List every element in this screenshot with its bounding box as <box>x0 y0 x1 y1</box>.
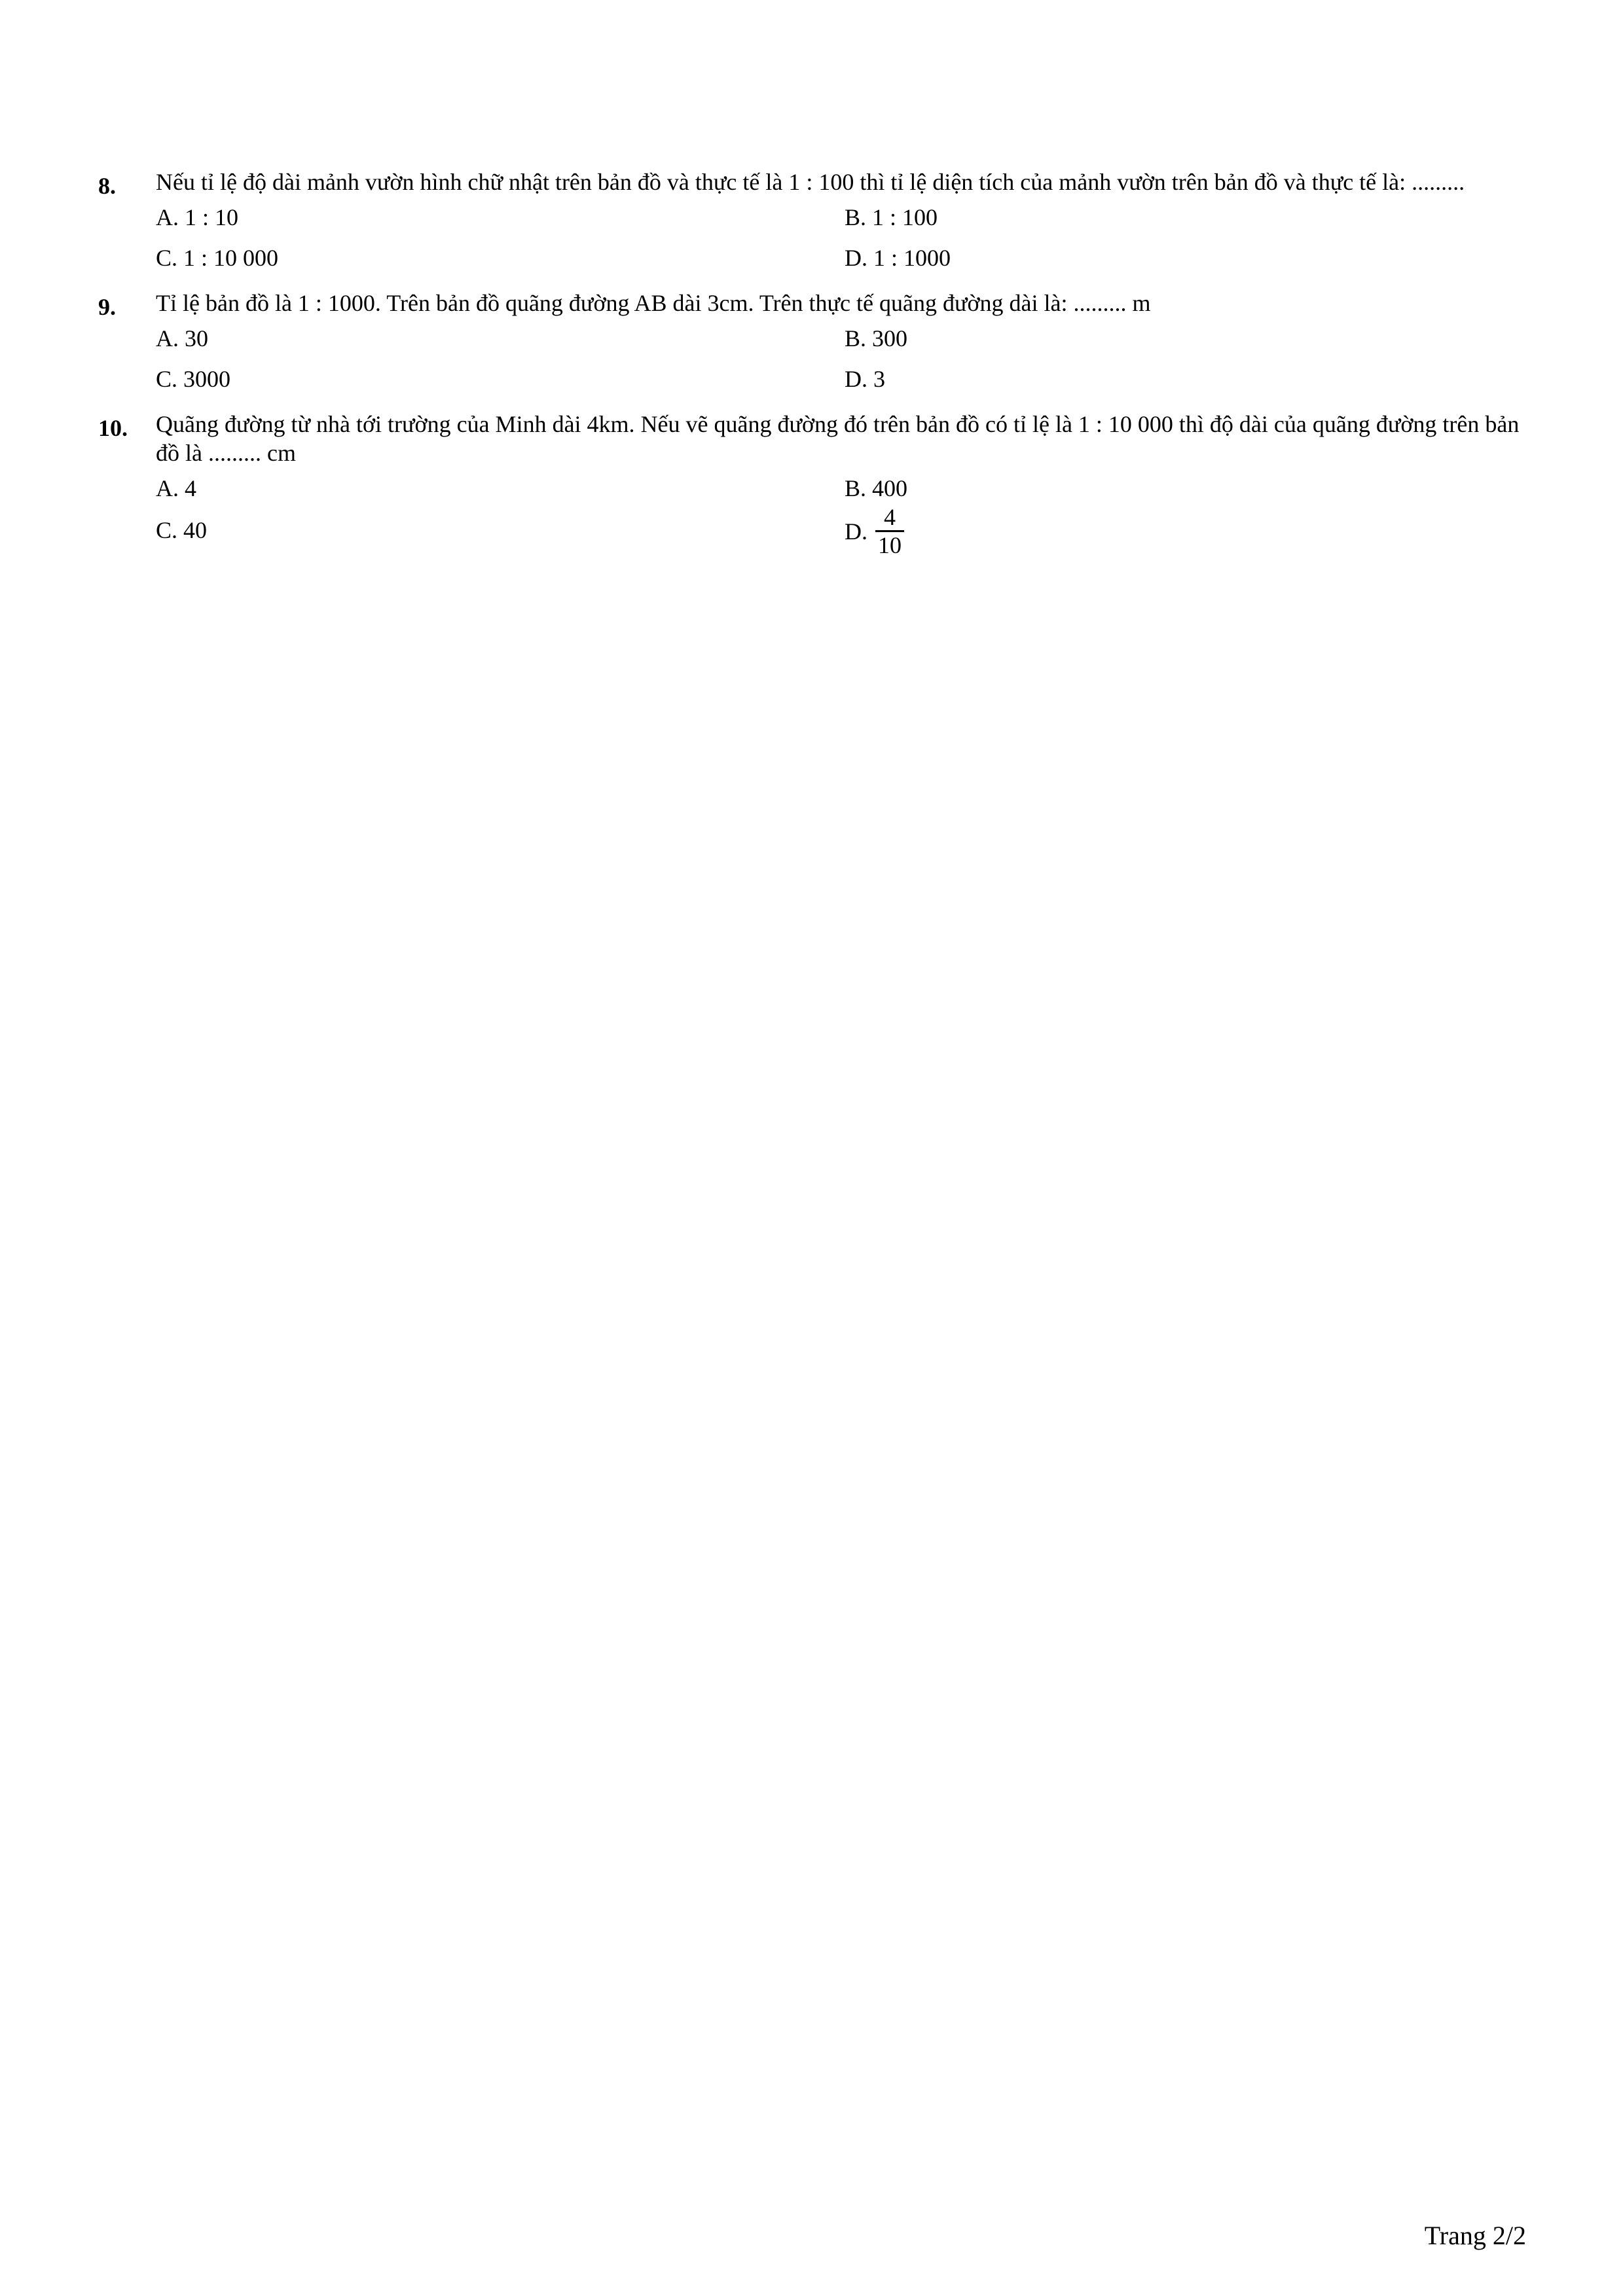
fraction <box>875 504 904 558</box>
question-number: 10. <box>98 415 128 441</box>
option-b[interactable]: B. 400 <box>845 475 908 501</box>
fraction-numerator: 4 <box>884 504 896 530</box>
question-number: 8. <box>98 173 116 199</box>
option-d[interactable]: D. 1 : 1000 <box>845 245 951 271</box>
fraction-denominator: 10 <box>875 530 904 558</box>
option-c[interactable]: C. 1 : 10 000 <box>156 245 279 271</box>
option-c[interactable]: C. 3000 <box>156 366 231 392</box>
question-text: Tỉ lệ bản đồ là 1 : 1000. Trên bản đồ quãng đường AB dài 3cm. Trên thực tế quãng đường dài là: ......... m <box>156 290 1151 316</box>
option-b[interactable]: B. 1 : 100 <box>845 204 938 230</box>
option-d[interactable]: D. 3 <box>845 366 885 392</box>
question-number: 9. <box>98 294 116 320</box>
option-d-prefix: D. <box>845 518 867 545</box>
option-c[interactable]: C. 40 <box>156 517 208 543</box>
option-d[interactable] <box>845 504 904 561</box>
option-a[interactable]: A. 1 : 10 <box>156 204 238 230</box>
page-number: Trang 2/2 <box>1424 2221 1526 2250</box>
question-text: Quãng đường từ nhà tới trường của Minh dài 4km. Nếu vẽ quãng đường đó trên bản đồ có tỉ lệ là 1 : 10 000 thì độ dài của quãng đường trên bản đồ là ......... cm <box>156 411 1525 466</box>
question-text: Nếu tỉ lệ độ dài mảnh vườn hình chữ nhật trên bản đồ và thực tế là 1 : 100 thì tỉ lệ diện tích của mảnh vườn trên bản đồ và thực tế là: ......... <box>156 169 1465 195</box>
option-a[interactable]: A. 4 <box>156 475 196 501</box>
option-b[interactable]: B. 300 <box>845 325 908 351</box>
option-a[interactable]: A. 30 <box>156 325 208 351</box>
